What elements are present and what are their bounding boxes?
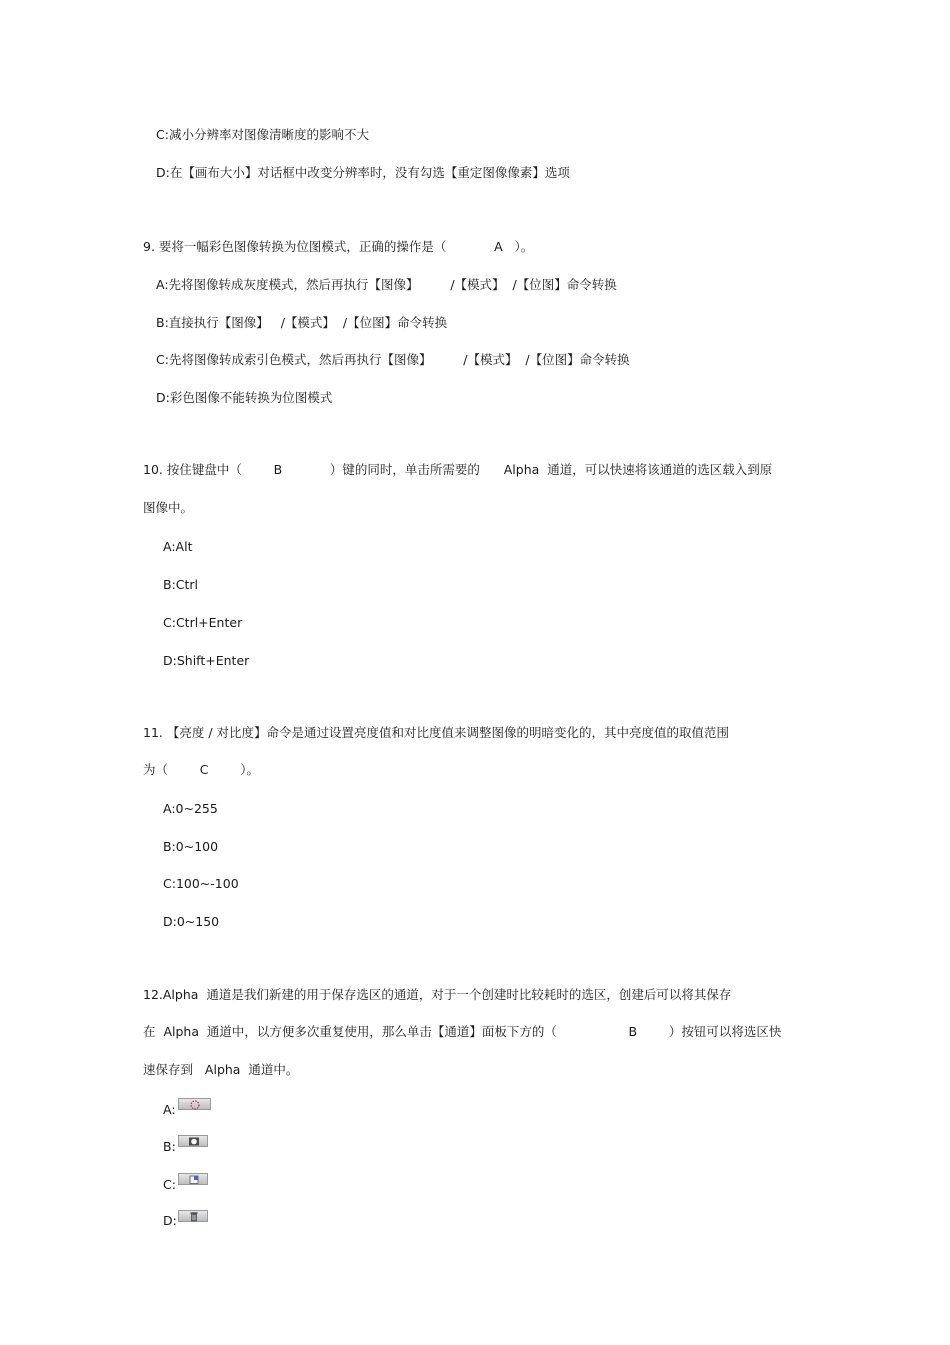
q11-stem-line1: 11. 【亮度 / 对比度】命令是通过设置亮度值和对比度值来调整图像的明暗变化的，其中亮度值的取值范围 [143,725,730,740]
q12-option-a: A: [163,1102,176,1117]
q10-option-b: B:Ctrl [163,577,199,592]
q8-option-c: C:减小分辨率对图像清晰度的影响不大 [156,127,369,142]
q11-option-b: B:0~100 [163,839,219,854]
q12-option-d: D: [163,1213,177,1228]
save-selection-icon [178,1135,208,1147]
q12-stem-line3: 速保存到 Alpha 通道中。 [143,1062,299,1077]
q10-stem-line1: 10. 按住键盘中（ B ）键的同时，单击所需要的 Alpha 通道，可以快速将该通道的选区载入到原 [143,462,773,477]
q9-stem: 9. 要将一幅彩色图像转换为位图模式，正确的操作是（ A ）。 [143,239,534,254]
q9-option-b: B:直接执行【图像】 /【模式】 /【位图】命令转换 [156,315,448,330]
q9-option-a: A:先将图像转成灰度模式，然后再执行【图像】 /【模式】 /【位图】命令转换 [156,277,617,292]
q11-option-a: A:0~255 [163,801,218,816]
q9-option-d: D:彩色图像不能转换为位图模式 [156,390,333,405]
q10-option-a: A:Alt [163,539,193,554]
q10-option-c: C:Ctrl+Enter [163,615,243,630]
q12-stem-line1: 12.Alpha 通道是我们新建的用于保存选区的通道，对于一个创建时比较耗时的选区，创建后可以将其保存 [143,987,732,1002]
q10-stem-line2: 图像中。 [143,500,194,515]
q11-option-d: D:0~150 [163,914,220,929]
q12-option-c: C: [163,1177,176,1192]
q11-stem-line2: 为（ C ）。 [143,762,260,777]
new-channel-icon [178,1173,208,1185]
q10-option-d: D:Shift+Enter [163,653,250,668]
load-selection-icon [178,1098,211,1110]
q11-option-c: C:100~-100 [163,876,239,891]
q12-stem-line2: 在 Alpha 通道中，以方便多次重复使用，那么单击【通道】面板下方的（ B ）按钮可以将选区快 [143,1024,782,1039]
q9-option-c: C:先将图像转成索引色模式，然后再执行【图像】 /【模式】 /【位图】命令转换 [156,352,630,367]
q8-option-d: D:在【画布大小】对话框中改变分辨率时，没有勾选【重定图像像素】选项 [156,165,570,180]
q12-option-b: B: [163,1139,176,1154]
delete-channel-icon [178,1210,208,1222]
